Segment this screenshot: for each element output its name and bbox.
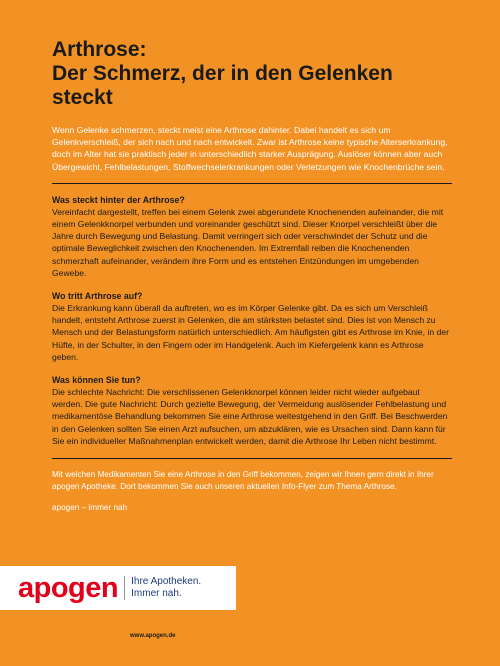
- section-text-action: Die schlechte Nachricht: Die verschlissenen Gelenkknorpel können leider nicht wieder aufgebaut werden. Die gute Nachricht: Durch gezielte Bewegung, der Vermeidung auslösender Fehlbelastung und medikamentöse Behandlung bekommen Sie eine Arthrose weitestgehend in den Griff. Bei Beschwerden in den Gelenken sollten Sie einen Arzt aufsuchen, um abzuklären, wie es Ursachen sind. Dann kann für Sie ein individueller Maßnahmenplan entwickelt werden, damit die Arthrose Ihr Leben nicht bestimmt.: [52, 387, 448, 446]
- logo-separator: [124, 576, 125, 600]
- website-link[interactable]: www.apogen.de: [130, 633, 176, 639]
- page-title: Arthrose:: [52, 38, 147, 61]
- logo-tagline: [131, 576, 201, 600]
- section-text-where: Die Erkrankung kann überall da auftreten, wo es im Körper Gelenke gibt. Da es sich um Verschleiß handelt, entsteht Arthrose zuerst in Gelenken, die am stärksten belastet sind. Dies ist von Mensch zu Mensch und der Belastungsform natürlich unterschiedlich. Am häufigsten gibt es Arthrose im Knie, in der Hüfte, in der Schulter, in den Fingern oder im Handgelenk. Auch im Kiefergelenk kann es Arthrose geben.: [52, 303, 449, 362]
- section-heading-action: Was können Sie tun?: [52, 375, 141, 386]
- logo-tagline-line2: Immer nah.: [131, 588, 182, 599]
- page-subtitle: Der Schmerz, der in den Gelenken steckt: [52, 62, 393, 109]
- section-text-what: Vereinfacht dargestellt, treffen bei einem Gelenk zwei abgerundete Knochenenden aufeinander, die mit einem Gelenkknorpel verbunden und voreinander geschützt sind. Dieser Knorpel verschleißt über die Jahre durch Bewegung und Belastung. Damit verringert sich oder verschwindet der Schutz und die optimale Beweglichkeit zwischen den Knochenenden. Im Extremfall reiben die Knochenenden schmerzhaft aufeinander, verändern ihre Form und es entstehen Entzündungen im umgebenden Gewebe.: [52, 206, 444, 278]
- apogen-logo: [0, 566, 236, 610]
- logo-tagline-line1: Ihre Apotheken.: [131, 576, 202, 587]
- document-body: [52, 38, 452, 512]
- divider-top: [52, 183, 452, 184]
- section-heading-where: Wo tritt Arthrose auf?: [52, 291, 143, 302]
- slogan: apogen – immer nah: [52, 503, 128, 513]
- divider-bottom: [52, 458, 452, 459]
- intro-paragraph: Wenn Gelenke schmerzen, steckt meist eine Arthrose dahinter. Dabei handelt es sich um Gelenkverschleiß, der sich nach und nach entwickelt. Zwar ist Arthrose keine typische Alterserkrankung, doch im Alter hat sie praktisch jeder in unterschiedlich starker Ausprägung. Auslöser können aber auch Übergewicht, Fehlbelastungen, Stoffwechselerkrankungen oder Verletzungen wie Knochenbrüche sein.: [52, 125, 448, 172]
- outro-paragraph: Mit welchen Medikamenten Sie eine Arthrose in den Griff bekommen, zeigen wir Ihnen gern direkt in Ihrer apogen Apotheke. Dort bekommen Sie auch unseren aktuellen Info-Flyer zum Thema Arthrose.: [52, 470, 434, 492]
- logo-wordmark: apogen: [18, 572, 119, 604]
- section-heading-what: Was steckt hinter der Arthrose?: [52, 194, 185, 205]
